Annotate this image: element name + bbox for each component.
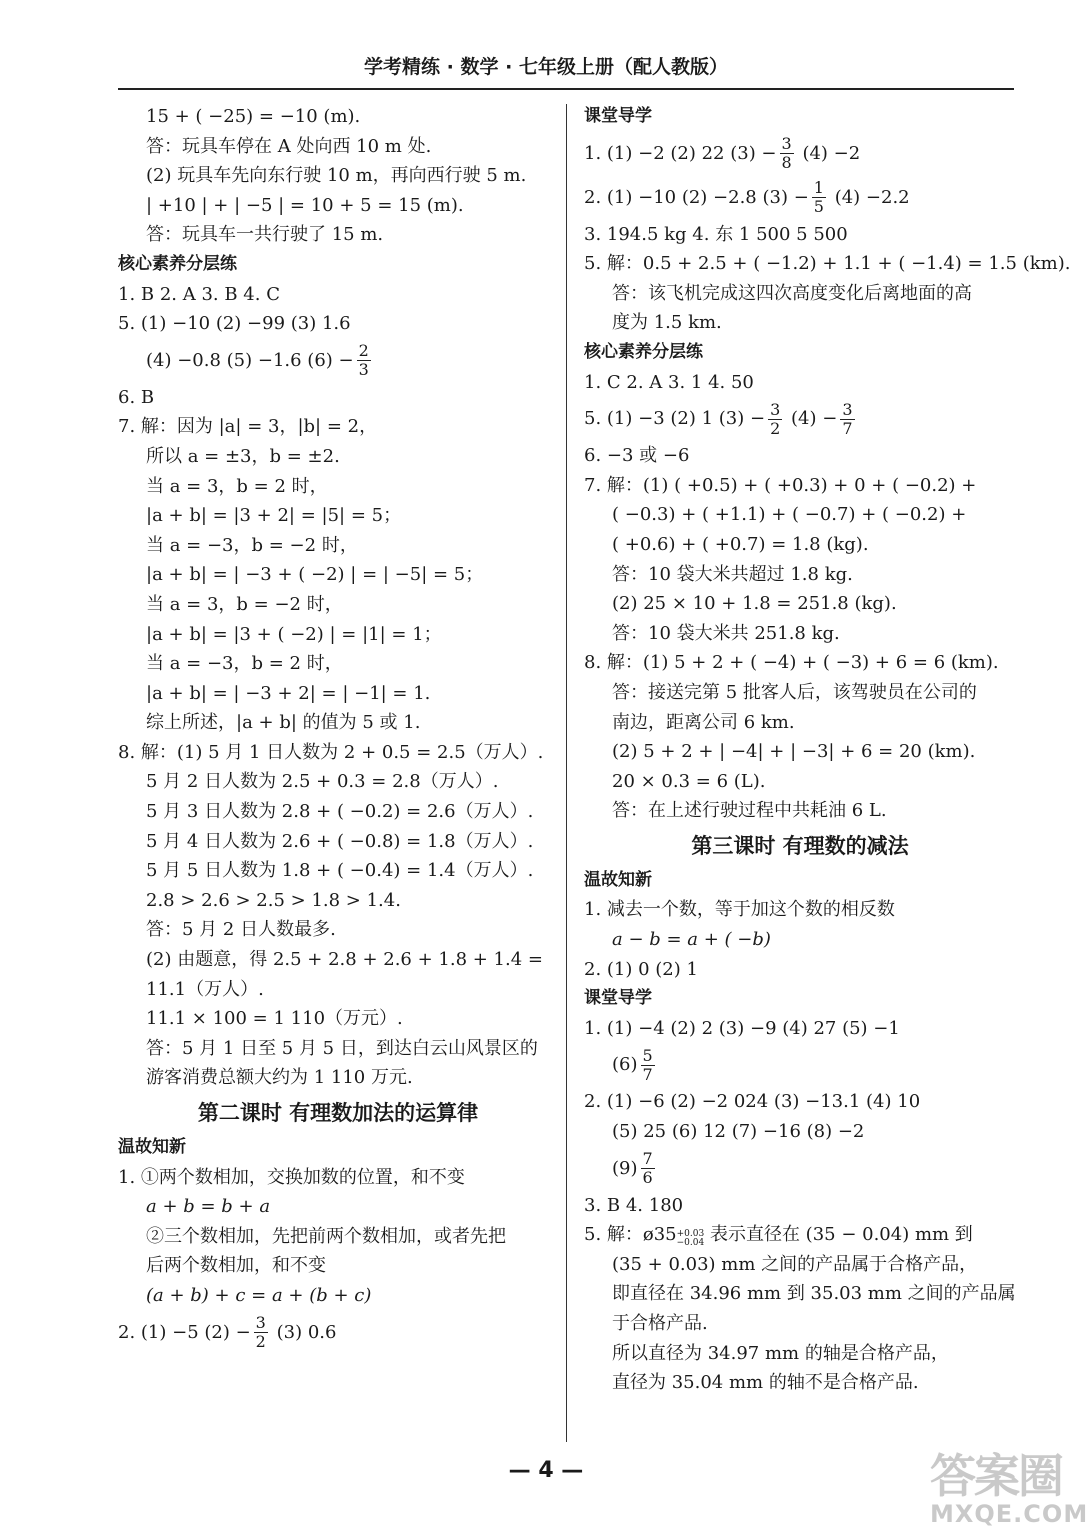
answer-text: (4) −2 <box>802 142 861 164</box>
answer-line: 当 a = 3，b = 2 时， <box>146 475 328 497</box>
answer-line: 5 月 5 日人数为 1.8 + ( −0.4) = 1.4（万人）. <box>146 860 534 882</box>
answer-line: 答：5 月 1 日至 5 月 5 日，到达白云山风景区的 <box>146 1037 538 1059</box>
answer-line: 5 月 4 日人数为 2.6 + ( −0.8) = 1.8（万人）. <box>146 830 534 852</box>
section-heading: 课堂导学 <box>584 988 652 1009</box>
lower-tolerance: −0.04 <box>676 1238 705 1249</box>
numerator: 2 <box>358 341 369 361</box>
answer-line: |a + b| = |3 + 2| = |5| = 5； <box>146 505 402 527</box>
page-header-title: 学考精练 · 数学 · 七年级上册（配人教版） <box>364 56 728 78</box>
answer-line: (2) 由题意，得 2.5 + 2.8 + 2.6 + 1.8 + 1.4 = <box>146 949 543 971</box>
answer-line-fraction <box>118 1311 558 1355</box>
answer-line: 11.1（万人）. <box>146 978 264 1000</box>
numerator: 3 <box>781 134 792 154</box>
section-heading: 课堂导学 <box>584 106 652 126</box>
fraction <box>840 401 854 438</box>
answer-line: 游客消费总额大约为 1 110 万元. <box>146 1067 413 1089</box>
denominator: 8 <box>781 153 792 173</box>
answer-text: (9) <box>612 1157 638 1179</box>
answer-text: (4) − <box>791 408 838 430</box>
answer-line: 即直径在 34.96 mm 到 35.03 mm 之间的产品属 <box>612 1283 1016 1305</box>
answer-line: 6. B <box>118 386 155 408</box>
answer-line: ②三个数相加，先把前两个数相加，或者先把 <box>146 1225 506 1247</box>
numerator: 3 <box>770 399 781 419</box>
answer-line: 8. 解：(1) 5 + 2 + ( −4) + ( −3) + 6 = 6 (km). <box>584 652 999 674</box>
fraction <box>768 401 782 438</box>
answer-line: 7. 解：因为 |a| = 3，|b| = 2， <box>118 416 378 438</box>
answer-line: 2. (1) −6 (2) −2 024 (3) −13.1 (4) 10 <box>584 1091 921 1113</box>
answer-line-fraction <box>118 339 558 383</box>
section-heading: 温故知新 <box>118 1137 186 1157</box>
answer-line: 当 a = 3，b = −2 时， <box>146 593 343 615</box>
answer-line: (2) 5 + 2 + | −4| + | −3| + 6 = 20 (km). <box>612 741 976 763</box>
numerator: 7 <box>642 1149 653 1169</box>
denominator: 3 <box>358 360 369 380</box>
answer-line: 答：该飞机完成这四次高度变化后离地面的高 <box>612 282 972 304</box>
column-divider <box>566 104 567 1442</box>
fraction <box>357 342 371 379</box>
answer-line: 5 月 3 日人数为 2.8 + ( −0.2) = 2.6（万人）. <box>146 801 534 823</box>
tolerance <box>677 1230 705 1248</box>
formula-line: a + b = b + a <box>146 1196 271 1218</box>
answer-line-fraction <box>584 176 1016 220</box>
header-rule <box>118 88 1014 90</box>
answer-line: 南边，距离公司 6 km. <box>612 711 795 733</box>
watermark-text: 答案圈 <box>930 1449 1062 1503</box>
answer-text: (4) −2.2 <box>834 186 910 208</box>
answer-line: 当 a = −3，b = 2 时， <box>146 653 343 675</box>
answer-text: 5. 解：ø35 <box>584 1224 677 1246</box>
answer-line: ( −0.3) + ( +1.1) + ( −0.7) + ( −0.2) + <box>612 504 967 526</box>
answer-line-tolerance <box>584 1220 1016 1250</box>
watermark-logo <box>930 1440 1089 1530</box>
answer-line: 答：10 袋大米共超过 1.8 kg. <box>612 563 853 585</box>
answer-line: 2.8 > 2.6 > 2.5 > 1.8 > 1.4. <box>146 889 401 911</box>
denominator: 2 <box>255 1332 266 1352</box>
answer-line: 答：接送完第 5 批客人后，该驾驶员在公司的 <box>612 681 977 703</box>
answer-text: (6) <box>612 1054 638 1076</box>
answer-line: (2) 25 × 10 + 1.8 = 251.8 (kg). <box>612 593 897 615</box>
left-column <box>118 102 558 1355</box>
answer-text: (4) −0.8 (5) −1.6 (6) − <box>146 349 354 371</box>
answer-line: 答：10 袋大米共 251.8 kg. <box>612 622 840 644</box>
answer-line: 7. 解：(1) ( +0.5) + ( +0.3) + 0 + ( −0.2) + <box>584 474 977 496</box>
lesson-title: 第二课时 有理数加法的运算律 <box>197 1101 479 1125</box>
denominator: 7 <box>642 1064 653 1084</box>
answer-text: 2. (1) −5 (2) − <box>118 1321 251 1343</box>
answer-line: 所以 a = ±3，b = ±2. <box>146 445 340 467</box>
answer-line-fraction <box>584 132 1016 176</box>
denominator: 5 <box>813 197 824 217</box>
answer-line: 5. (1) −10 (2) −99 (3) 1.6 <box>118 313 351 335</box>
numerator: 1 <box>813 178 824 198</box>
answer-line: 1. 减去一个数，等于加这个数的相反数 <box>584 899 895 921</box>
answer-line-fraction <box>584 1147 1016 1191</box>
upper-tolerance: +0.03 <box>676 1229 705 1240</box>
answer-line: 综上所述，|a + b| 的值为 5 或 1. <box>146 712 421 734</box>
fraction <box>641 1047 655 1084</box>
numerator: 3 <box>255 1313 266 1333</box>
numerator: 5 <box>642 1045 653 1065</box>
fraction <box>641 1150 655 1187</box>
answer-line: 所以直径为 34.97 mm 的轴是合格产品， <box>612 1342 949 1364</box>
answer-line: 答：在上述行驶过程中共耗油 6 L. <box>612 800 887 822</box>
answer-line: 1. (1) −4 (2) 2 (3) −9 (4) 27 (5) −1 <box>584 1017 900 1039</box>
answer-line: | +10 | + | −5 | = 10 + 5 = 15 (m). <box>146 194 464 216</box>
formula-line: a − b = a + ( −b) <box>612 929 771 951</box>
answer-line: 5. 解：0.5 + 2.5 + ( −1.2) + 1.1 + ( −1.4) = 1.5 (km). <box>584 253 1071 275</box>
answer-line: |a + b| = |3 + ( −2) | = |1| = 1； <box>146 623 442 645</box>
watermark-url: MXQE.COM <box>930 1500 1089 1528</box>
section-heading: 核心素养分层练 <box>584 341 703 362</box>
answer-line: 后两个数相加，和不变 <box>146 1255 326 1277</box>
answer-line-fraction <box>584 397 1016 441</box>
answer-text: (3) 0.6 <box>276 1321 337 1343</box>
numerator: 3 <box>842 399 853 419</box>
answer-line: 8. 解：(1) 5 月 1 日人数为 2 + 0.5 = 2.5（万人）. <box>118 741 544 763</box>
answer-line: (5) 25 (6) 12 (7) −16 (8) −2 <box>612 1121 865 1143</box>
answer-line: 6. −3 或 −6 <box>584 445 690 467</box>
section-heading: 温故知新 <box>584 869 652 890</box>
answer-line: 3. 194.5 kg 4. 东 1 500 5 500 <box>584 223 848 245</box>
fraction <box>254 1314 268 1351</box>
answer-line: |a + b| = | −3 + 2| = | −1| = 1. <box>146 682 431 704</box>
answer-line: 答：玩具车一共行驶了 15 m. <box>146 224 384 246</box>
answer-text: 5. (1) −3 (2) 1 (3) − <box>584 408 766 430</box>
right-column <box>584 102 1071 1398</box>
denominator: 7 <box>842 418 853 438</box>
answer-line: 20 × 0.3 = 6 (L). <box>612 770 766 792</box>
answer-line: 答：玩具车停在 A 处向西 10 m 处. <box>146 135 432 157</box>
page-number: — 4 — <box>508 1458 584 1483</box>
answer-line: 答：5 月 2 日人数最多. <box>146 919 336 941</box>
fraction <box>812 179 826 216</box>
answer-line: 11.1 × 100 = 1 110（万元）. <box>146 1008 403 1030</box>
answer-text: 表示直径在 (35 − 0.04) mm 到 <box>704 1224 973 1246</box>
section-heading: 核心素养分层练 <box>118 253 237 274</box>
lesson-title: 第三课时 有理数的减法 <box>691 833 909 858</box>
answer-line: 当 a = −3，b = −2 时， <box>146 534 358 556</box>
answer-line: 5 月 2 日人数为 2.5 + 0.3 = 2.8（万人）. <box>146 771 499 793</box>
formula-line: (a + b) + c = a + (b + c) <box>146 1284 372 1306</box>
answer-line: ( +0.6) + ( +0.7) = 1.8 (kg). <box>612 533 869 555</box>
answer-line: 1. C 2. A 3. 1 4. 50 <box>584 371 754 393</box>
answer-line: 度为 1.5 km. <box>612 312 722 334</box>
answer-line: 直径为 35.04 mm 的轴不是合格产品. <box>612 1372 919 1394</box>
answer-line: 15 + ( −25) = −10 (m). <box>146 106 361 127</box>
answer-line: 于合格产品. <box>612 1313 708 1334</box>
answer-line: 1. ①两个数相加，交换加数的位置，和不变 <box>118 1166 465 1188</box>
answer-text: 2. (1) −10 (2) −2.8 (3) − <box>584 186 809 208</box>
answer-line: 1. B 2. A 3. B 4. C <box>118 283 280 305</box>
denominator: 2 <box>770 418 781 438</box>
answer-line: (35 + 0.03) mm 之间的产品属于合格产品， <box>612 1253 978 1275</box>
answer-line: 2. (1) 0 (2) 1 <box>584 958 698 980</box>
answer-line-fraction <box>584 1043 1016 1087</box>
answer-text: 1. (1) −2 (2) 22 (3) − <box>584 142 777 164</box>
denominator: 6 <box>642 1168 653 1188</box>
fraction <box>780 135 794 172</box>
answer-line: (2) 玩具车先向东行驶 10 m，再向西行驶 5 m. <box>146 165 527 187</box>
answer-line: |a + b| = | −3 + ( −2) | = | −5| = 5； <box>146 564 484 586</box>
answer-line: 3. B 4. 180 <box>584 1194 684 1216</box>
